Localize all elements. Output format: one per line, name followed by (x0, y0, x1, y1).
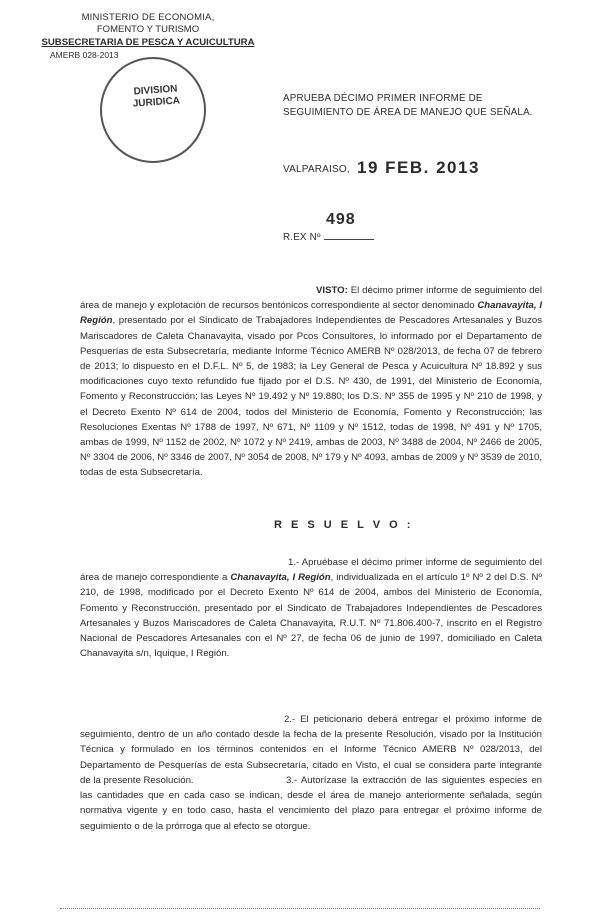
visto-heading: VISTO: (316, 285, 348, 296)
seal-line-2: JURIDICA (132, 95, 181, 110)
place-label: VALPARAISO, (283, 164, 350, 175)
letterhead (38, 12, 258, 61)
item-1-sector: Chanavayita, I Región (230, 572, 331, 584)
item-1-lead: 1.- Apruébase el décimo primer informe de seguimiento del área de manejo correspondiente a (80, 557, 542, 584)
resolution-label: R.EX Nº (283, 232, 321, 243)
reference-code: AMERB 028-2013 (50, 50, 119, 60)
visto-paragraph (80, 283, 542, 481)
item-3-paragraph (80, 773, 542, 834)
resolution-label-row (283, 232, 374, 243)
visto-text-1: El décimo primer informe de seguimiento del área de manejo y explotación de recursos bentónicos correspondiente al sector denominado (80, 285, 542, 312)
date-stamp: 19 FEB. 2013 (357, 158, 480, 177)
visto-sector: Chanavayita, I Región (80, 300, 542, 327)
subsecretaria-name: SUBSECRETARIA DE PESCA Y ACUICULTURA (41, 37, 255, 48)
visto-text-2: , presentado por el Sindicato de Trabajadores Independientes de Pescadores Artesanales y Buzos Mariscadores de Caleta Chanavayita, visado por Pcos Consultores, lo informado por el Departamento de Pesquerías de esta Subsecretaría, mediante Informe Técnico AMERB Nº 028/2013, de fecha 07 de febrero de 2013; lo dispuesto en el D.F.L. Nº 5, de 1983; la Ley General de Pesca y Acuicultura Nº 18.892 y sus modificaciones cuyo texto refundido fue fijado por el D.S. Nº 430, de 1991, del Ministerio de Economía, Fomento y Reconstrucción; las Leyes Nº 19.492 y Nº 19.880; los D.S. Nº 355 de 1995 y Nº 210 de 1998, y el Decreto Exento Nº 614 de 2004, todos del Ministerio de Economía, Fomento y Reconstrucción; las Resoluciones Exentas Nº 1788 de 1997, Nº 671, Nº 1109 y Nº 1512, todas de 1998, Nº 491 y Nº 1705, ambas de 1999, Nº 1152 de 2002, Nº 1072 y Nº 2419, ambas de 2003, Nº 3488 de 2004, Nº 2466 de 2005, Nº 3304 de 2006, Nº 3346 de 2007, Nº 3054 de 2008, Nº 179 y Nº 4093, ambas de 2009 y Nº 3539 de 2010, todas de esta Subsecretaría. (80, 315, 542, 479)
resolution-number: 498 (326, 211, 356, 228)
footer-divider (60, 908, 540, 909)
resolution-subject: APRUEBA DÉCIMO PRIMER INFORME DE SEGUIMIENTO DE ÁREA DE MANEJO QUE SEÑALA. (283, 93, 533, 118)
item-3-text: 3.- Autorízase la extracción de las siguientes especies en las cantidades que en cada caso se indican, desde el área de manejo anteriormente señalada, según normativa vigente y en todo caso, hasta el vencimiento del plazo para entregar el próximo informe de seguimiento o de la prórroga que al efecto se otorgue. (80, 775, 542, 832)
ministry-line-2: FOMENTO Y TURISMO (96, 24, 200, 35)
seal-line-1: DIVISION (133, 83, 178, 98)
resuelvo-heading: R E S U E L V O : (274, 519, 414, 531)
item-2-text: 2.- El peticionario deberá entregar el próximo informe de seguimiento, dentro de un año contado desde la fecha de la presente Resolución, visado por la Institución Técnica y formulado en los términos contenidos en el Informe Técnico AMERB Nº 028/2013, del Departamento de Pesquerías de esta Subsecretaría, citado en Visto, el cual se considera parte integrante de la presente Resolución. (80, 714, 542, 786)
division-juridica-seal (100, 57, 206, 163)
seal-text (131, 83, 181, 110)
item-1-rest: , individualizada en el artículo 1º Nº 2 del D.S. Nº 210, de 1998, modificado por el Decreto Exento Nº 614 de 2004, ambos del Ministerio de Economía, Fomento y Reconstrucción, presentado por el Sindicato de Trabajadores Independientes de Pescadores Artesanales y Buzos Mariscadores de Caleta Chanavayita, R.U.T. Nº 71.806.400-7, inscrito en el Registro Nacional de Pescadores Artesanales con el Nº 27, de fecha 06 de junio de 1997, domiciliado en Caleta Chanavayita s/n, Iquique, I Región. (80, 572, 542, 660)
resolution-number-line (324, 239, 374, 240)
ministry-line-1: MINISTERIO DE ECONOMIA, (81, 12, 215, 23)
item-1-paragraph (80, 555, 542, 661)
